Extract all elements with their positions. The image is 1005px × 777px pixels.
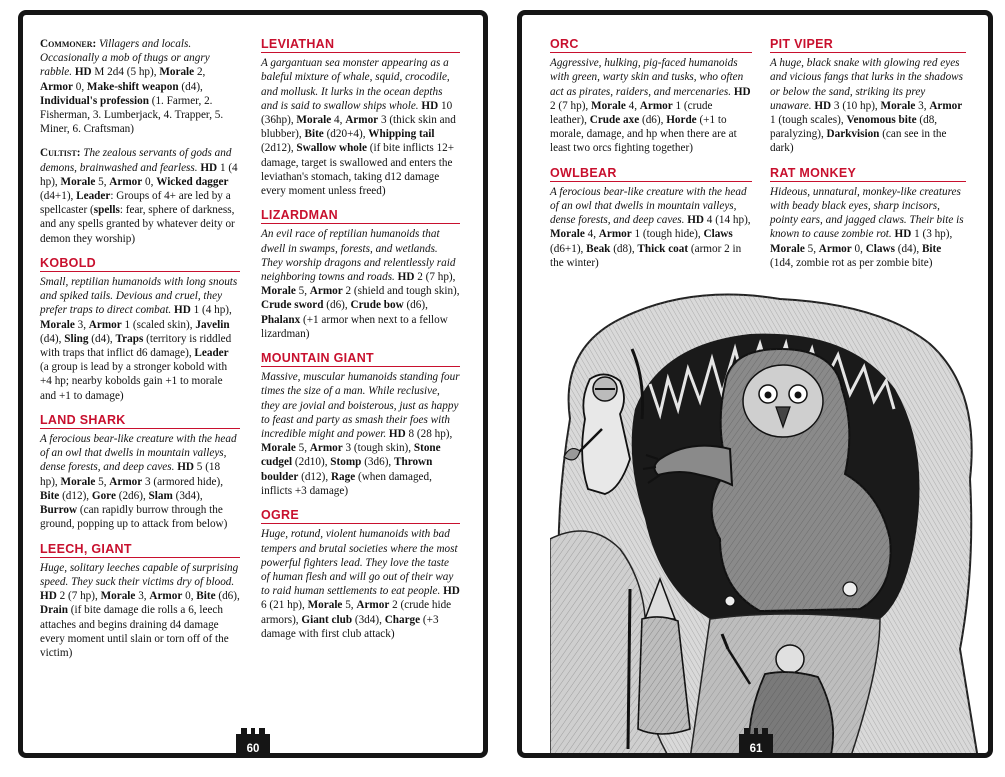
stat-value: (1d4, zombie rot as per zombie bite)	[770, 256, 933, 269]
stat-value: 5,	[98, 475, 107, 488]
entry-orc	[550, 37, 752, 156]
stat-value: (3d6),	[364, 456, 392, 469]
stat-value: 2 (crude hide armors),	[261, 599, 452, 626]
stat-label: Armor	[309, 442, 343, 455]
skull-icon	[843, 582, 857, 596]
stat-value: (if bite damage die rolls a 6, leech attaches and begins draining d4 damage every moment until slain or torn off of the victim)	[40, 604, 229, 659]
stat-label: HD	[74, 66, 92, 79]
stat-value: : Groups of 4+ are led by a spellcaster (	[40, 190, 231, 217]
entry-description: Huge, solitary leeches capable of surprising speed. They suck their victims dry of blood.	[40, 561, 239, 588]
entry-description: A ferocious bear-like creature with the head of an owl that dwells in mountain valleys, dense forests, and deep caves.	[550, 185, 747, 227]
stat-label: Drain	[40, 604, 68, 617]
entry-heading: RAT MONKEY	[770, 166, 966, 182]
left-column-2	[261, 37, 460, 651]
stat-value: (d6),	[218, 590, 240, 603]
entry-land-shark	[40, 413, 240, 532]
stat-value: (d20+4),	[326, 128, 366, 141]
stat-value: (d4),	[181, 80, 203, 93]
entry-heading: LAND SHARK	[40, 413, 240, 429]
stat-label: Morale	[261, 442, 296, 455]
entry-leviathan	[261, 37, 460, 198]
entry-commoner	[40, 37, 240, 136]
right-column-2	[770, 37, 966, 280]
entry-description: Villagers and locals. Occasionally a mob of thugs or angry rabble.	[40, 38, 210, 79]
stat-label: HD	[388, 428, 406, 441]
page-number-tower	[236, 728, 270, 758]
stat-value: 1 (tough hide),	[634, 228, 701, 241]
entry-rat-monkey	[770, 166, 966, 270]
entry-heading: LEECH, GIANT	[40, 542, 240, 558]
stat-label: Crude bow	[350, 299, 404, 312]
stat-value: 1 (tough scales),	[770, 114, 844, 127]
stat-value: 4,	[587, 228, 596, 241]
stat-value: (d12),	[301, 470, 329, 483]
stat-value: (+3 damage with first club attack)	[261, 613, 439, 640]
stat-value: 4 (14 hp),	[706, 214, 751, 227]
stat-label: Leader	[194, 347, 229, 360]
stat-label: Crude axe	[589, 114, 640, 127]
stat-label: HD	[200, 161, 218, 174]
stat-value: 10 (36hp),	[261, 99, 453, 127]
stat-label: Phalanx	[261, 313, 301, 326]
stat-value: 1 (scaled skin),	[124, 318, 193, 331]
stat-label: Morale	[159, 66, 195, 79]
entry-description: A huge, black snake with glowing red eyes and vicious fangs that lurks in the shadows or below the sand, striking its prey unaware.	[770, 57, 963, 112]
stat-value: : fear, sphere of darkness, and any spells granted by whatever deity or demon they worship)	[40, 204, 235, 245]
skull-icon	[725, 596, 735, 606]
stat-label: Armor	[818, 242, 852, 255]
stat-label: Armor	[345, 114, 379, 127]
entry-heading: OGRE	[261, 508, 460, 524]
stat-value: (armor 2 in the winter)	[550, 242, 742, 269]
stat-label: HD	[894, 228, 912, 241]
stat-label: Armor	[356, 599, 390, 612]
stat-label: Traps	[115, 332, 144, 345]
stat-label: Morale	[60, 475, 96, 488]
stat-value: 5,	[98, 175, 107, 188]
stat-label: Morale	[261, 285, 296, 298]
entry-ogre	[261, 508, 460, 641]
stat-value: 5,	[807, 242, 816, 255]
stat-value: 3,	[77, 318, 86, 331]
stat-label: Sling	[64, 332, 89, 345]
stat-value: (d8, paralyzing),	[770, 114, 938, 141]
left-column-1	[40, 37, 240, 670]
stat-value: (if bite inflicts 12+ damage, target is swallowed and enters the leviathan's stomach, taking d12 damage every moment unless freed)	[261, 142, 455, 198]
stat-value: (when damaged, inflicts +3 damage)	[261, 470, 432, 497]
stat-label: Stone cudgel	[261, 442, 441, 469]
stat-label: Rage	[330, 470, 356, 483]
stat-label: HD	[177, 461, 194, 474]
stat-label: Burrow	[40, 504, 78, 517]
stat-value: 2,	[196, 66, 206, 79]
stat-value: (d4),	[40, 332, 62, 345]
stat-label: HD	[40, 590, 57, 603]
entry-description: An evil race of reptilian humanoids that dwell in swamps, forests, and wetlands. They worship dragons and relentlessly raid neighboring towns and roads.	[261, 228, 456, 284]
entry-description: Small, reptilian humanoids with long snouts and spiked tails. Devious and cruel, they prefer traps to direct combat.	[40, 276, 238, 317]
entry-heading: PIT VIPER	[770, 37, 966, 53]
page-number: 61	[749, 743, 763, 755]
stat-value: (d12),	[62, 489, 90, 502]
stat-value: 3 (10 hp),	[833, 99, 878, 112]
stat-label: Morale	[880, 99, 916, 112]
entry-leech-giant	[40, 542, 240, 661]
left-page	[18, 10, 488, 758]
entry-description: Massive, muscular humanoids standing four times the size of a man. While reclusive, they are jovial and boisterous, just as happy to feast and party as smash their foes with incredible might and power.	[261, 371, 460, 441]
stat-value: 3 (tough skin),	[345, 442, 412, 455]
stat-value: 2 (7 hp),	[59, 590, 98, 603]
entry-description: A gargantuan sea monster appearing as a baleful mixture of whale, squid, crocodile, and mollusk. It lurks in the ocean depths and is said to swallow ships whole.	[261, 57, 450, 112]
stat-label: Armor	[929, 99, 963, 112]
entry-description: A ferocious bear-like creature with the head of an owl that dwells in mountain valleys, dense forests, and deep caves.	[40, 433, 237, 474]
entry-description: Huge, rotund, violent humanoids with bad tempers and brutal societies where the most powerful fighters lead. They love the taste of human flesh and will go out of their way to raid human settlements to eat people.	[261, 528, 458, 598]
stat-value: 5,	[298, 442, 307, 455]
stat-value: (2d12),	[261, 142, 294, 155]
stat-label: Armor	[639, 99, 673, 112]
stat-label: Morale	[296, 114, 332, 127]
stat-label: Crude sword	[261, 299, 324, 312]
stat-value: 3,	[138, 590, 147, 603]
entry-owlbear	[550, 166, 752, 270]
stat-value: (d4),	[91, 332, 113, 345]
stat-label: Thrown boulder	[261, 456, 433, 483]
stat-label: Morale	[591, 99, 626, 112]
stat-value: (d6),	[406, 299, 428, 312]
stat-value: (3d4),	[354, 613, 382, 626]
stat-value: 3,	[918, 99, 927, 112]
stat-label: HD	[421, 99, 439, 112]
stat-value: 0,	[145, 175, 154, 188]
stat-value: 8 (28 hp),	[408, 428, 453, 441]
stat-label: Armor	[109, 175, 143, 188]
stat-label: Morale	[550, 228, 585, 241]
stat-value: 2 (7 hp),	[417, 271, 456, 284]
stat-value: 1 (4 hp),	[40, 161, 238, 188]
stat-label: HD	[733, 85, 751, 98]
entry-name: Cultist:	[40, 147, 81, 160]
stat-label: Bite	[40, 489, 60, 502]
stat-value: (1. Farmer, 2. Fisherman, 3. Lumberjack, 4. Trapper, 5. Miner, 6. Craftsman)	[40, 94, 224, 136]
stat-label: Morale	[60, 175, 96, 188]
stat-value: (territory is riddled with traps that inflict d6 damage),	[40, 332, 232, 360]
stat-label: HD	[814, 99, 832, 112]
stat-label: Morale	[40, 318, 75, 331]
entry-mountain-giant	[261, 351, 460, 498]
stat-value: 4,	[628, 99, 637, 112]
entry-heading: ORC	[550, 37, 752, 53]
entry-description: The zealous servants of gods and demons, brainwashed and fearless.	[40, 147, 232, 174]
stat-value: 1 (4 hp),	[193, 304, 232, 317]
stat-label: Armor	[109, 475, 143, 488]
stat-label: HD	[443, 585, 460, 598]
stat-value: 5,	[345, 599, 354, 612]
entry-lizardman	[261, 208, 460, 341]
right-column-1	[550, 37, 752, 280]
stat-label: Claws	[865, 242, 895, 255]
stat-value: 0,	[185, 590, 194, 603]
entry-cultist	[40, 146, 240, 245]
stat-value: (3d4),	[175, 489, 203, 502]
stat-value: (2d10),	[294, 456, 328, 469]
stat-label: Morale	[307, 599, 343, 612]
entry-description: Aggressive, hulking, pig-faced humanoids with green, warty skin and tusks, who often act as pirates, raiders, and mercenaries.	[550, 57, 744, 98]
stat-label: Morale	[100, 590, 136, 603]
stat-value: (d8),	[613, 242, 635, 255]
stat-label: Beak	[586, 242, 611, 255]
entry-heading: LIZARDMAN	[261, 208, 460, 224]
stat-value: 4,	[334, 114, 343, 127]
stat-value: (+1 armor when next to a fellow lizardman)	[261, 313, 448, 340]
entry-heading: KOBOLD	[40, 256, 240, 272]
right-page	[517, 10, 993, 758]
stat-value: 2 (7 hp),	[550, 99, 589, 112]
entry-pit-viper	[770, 37, 966, 156]
stat-value: (d6),	[326, 299, 348, 312]
stat-value: (a group is lead by a stronger kobold with +4 hp; nearby kobolds gain +1 to morale and +1 to damage)	[40, 361, 228, 402]
stat-label: Swallow whole	[296, 142, 367, 155]
stat-label: Morale	[770, 242, 805, 255]
stat-label: Bite	[921, 242, 942, 255]
stat-value: 6 (21 hp),	[261, 599, 305, 612]
stat-label: Gore	[91, 489, 116, 502]
stat-label: Stomp	[330, 456, 362, 469]
stat-value: 5,	[298, 285, 307, 298]
page-number: 60	[246, 743, 260, 755]
entry-heading: OWLBEAR	[550, 166, 752, 182]
stat-label: Make-shift weapon	[86, 80, 179, 93]
stat-value: (can rapidly burrow through the ground, popping up to attack from below)	[40, 504, 228, 531]
stat-value: (d6+1),	[550, 242, 584, 255]
stat-label: Charge	[384, 613, 421, 626]
stat-value: 0,	[75, 80, 85, 93]
stat-label: Thick coat	[637, 242, 689, 255]
stat-label: Bite	[196, 590, 216, 603]
stat-value: 1 (crude leather),	[550, 99, 713, 127]
stat-label: Giant club	[301, 613, 353, 626]
stat-value: 0,	[854, 242, 863, 255]
stat-label: Armor	[149, 590, 183, 603]
stat-value: 1 (3 hp),	[914, 228, 953, 241]
stat-label: Armor	[88, 318, 122, 331]
owlbear-cave-illustration	[550, 289, 978, 758]
stat-value: (d6),	[641, 114, 664, 127]
stat-label: Claws	[703, 228, 733, 241]
stat-label: Wicked dagger	[156, 175, 229, 188]
stat-label: Bite	[304, 128, 324, 141]
entry-heading: MOUNTAIN GIANT	[261, 351, 460, 367]
stat-value: (can see in the dark)	[770, 128, 947, 155]
entry-kobold	[40, 256, 240, 403]
entry-heading: LEVIATHAN	[261, 37, 460, 53]
stat-label: Leader	[76, 190, 111, 203]
stat-value: 3 (armored hide),	[145, 475, 223, 488]
stat-value: (+1 to morale, damage, and hp when there are at least two orcs fighting together)	[550, 114, 737, 155]
stat-value: 3 (thick skin and blubber),	[261, 114, 456, 141]
entry-description: Hideous, unnatural, monkey-like creatures with beady black eyes, sharp incisors, pointy ears, and jagged claws. Their bite is known to cause zombie rot.	[770, 185, 964, 241]
stat-label: Armor	[309, 285, 343, 298]
page-number-tower	[739, 728, 773, 758]
entry-name: Commoner:	[40, 38, 97, 50]
stat-label: Venomous bite	[846, 114, 917, 127]
stat-label: Armor	[40, 80, 73, 93]
stat-value: (d4+1),	[40, 190, 74, 203]
stat-value: 5 (18 hp),	[40, 461, 221, 488]
stat-label: Darkvision	[826, 128, 880, 141]
stat-label: Horde	[666, 114, 697, 127]
stat-label: Slam	[148, 489, 173, 502]
stat-label: spells	[93, 204, 120, 217]
stat-value: (d4),	[897, 242, 920, 255]
stat-label: HD	[397, 271, 415, 284]
stat-label: Javelin	[195, 318, 230, 331]
stat-value: (2d6),	[118, 489, 146, 502]
stat-label: Individual's profession	[40, 94, 149, 107]
stat-label: Whipping tail	[368, 128, 435, 141]
stat-label: Armor	[598, 228, 632, 241]
stat-value: 2 (shield and tough skin),	[345, 285, 460, 298]
stat-label: HD	[687, 214, 704, 227]
stat-value: M 2d4 (5 hp),	[94, 66, 157, 79]
stat-label: HD	[174, 304, 191, 317]
